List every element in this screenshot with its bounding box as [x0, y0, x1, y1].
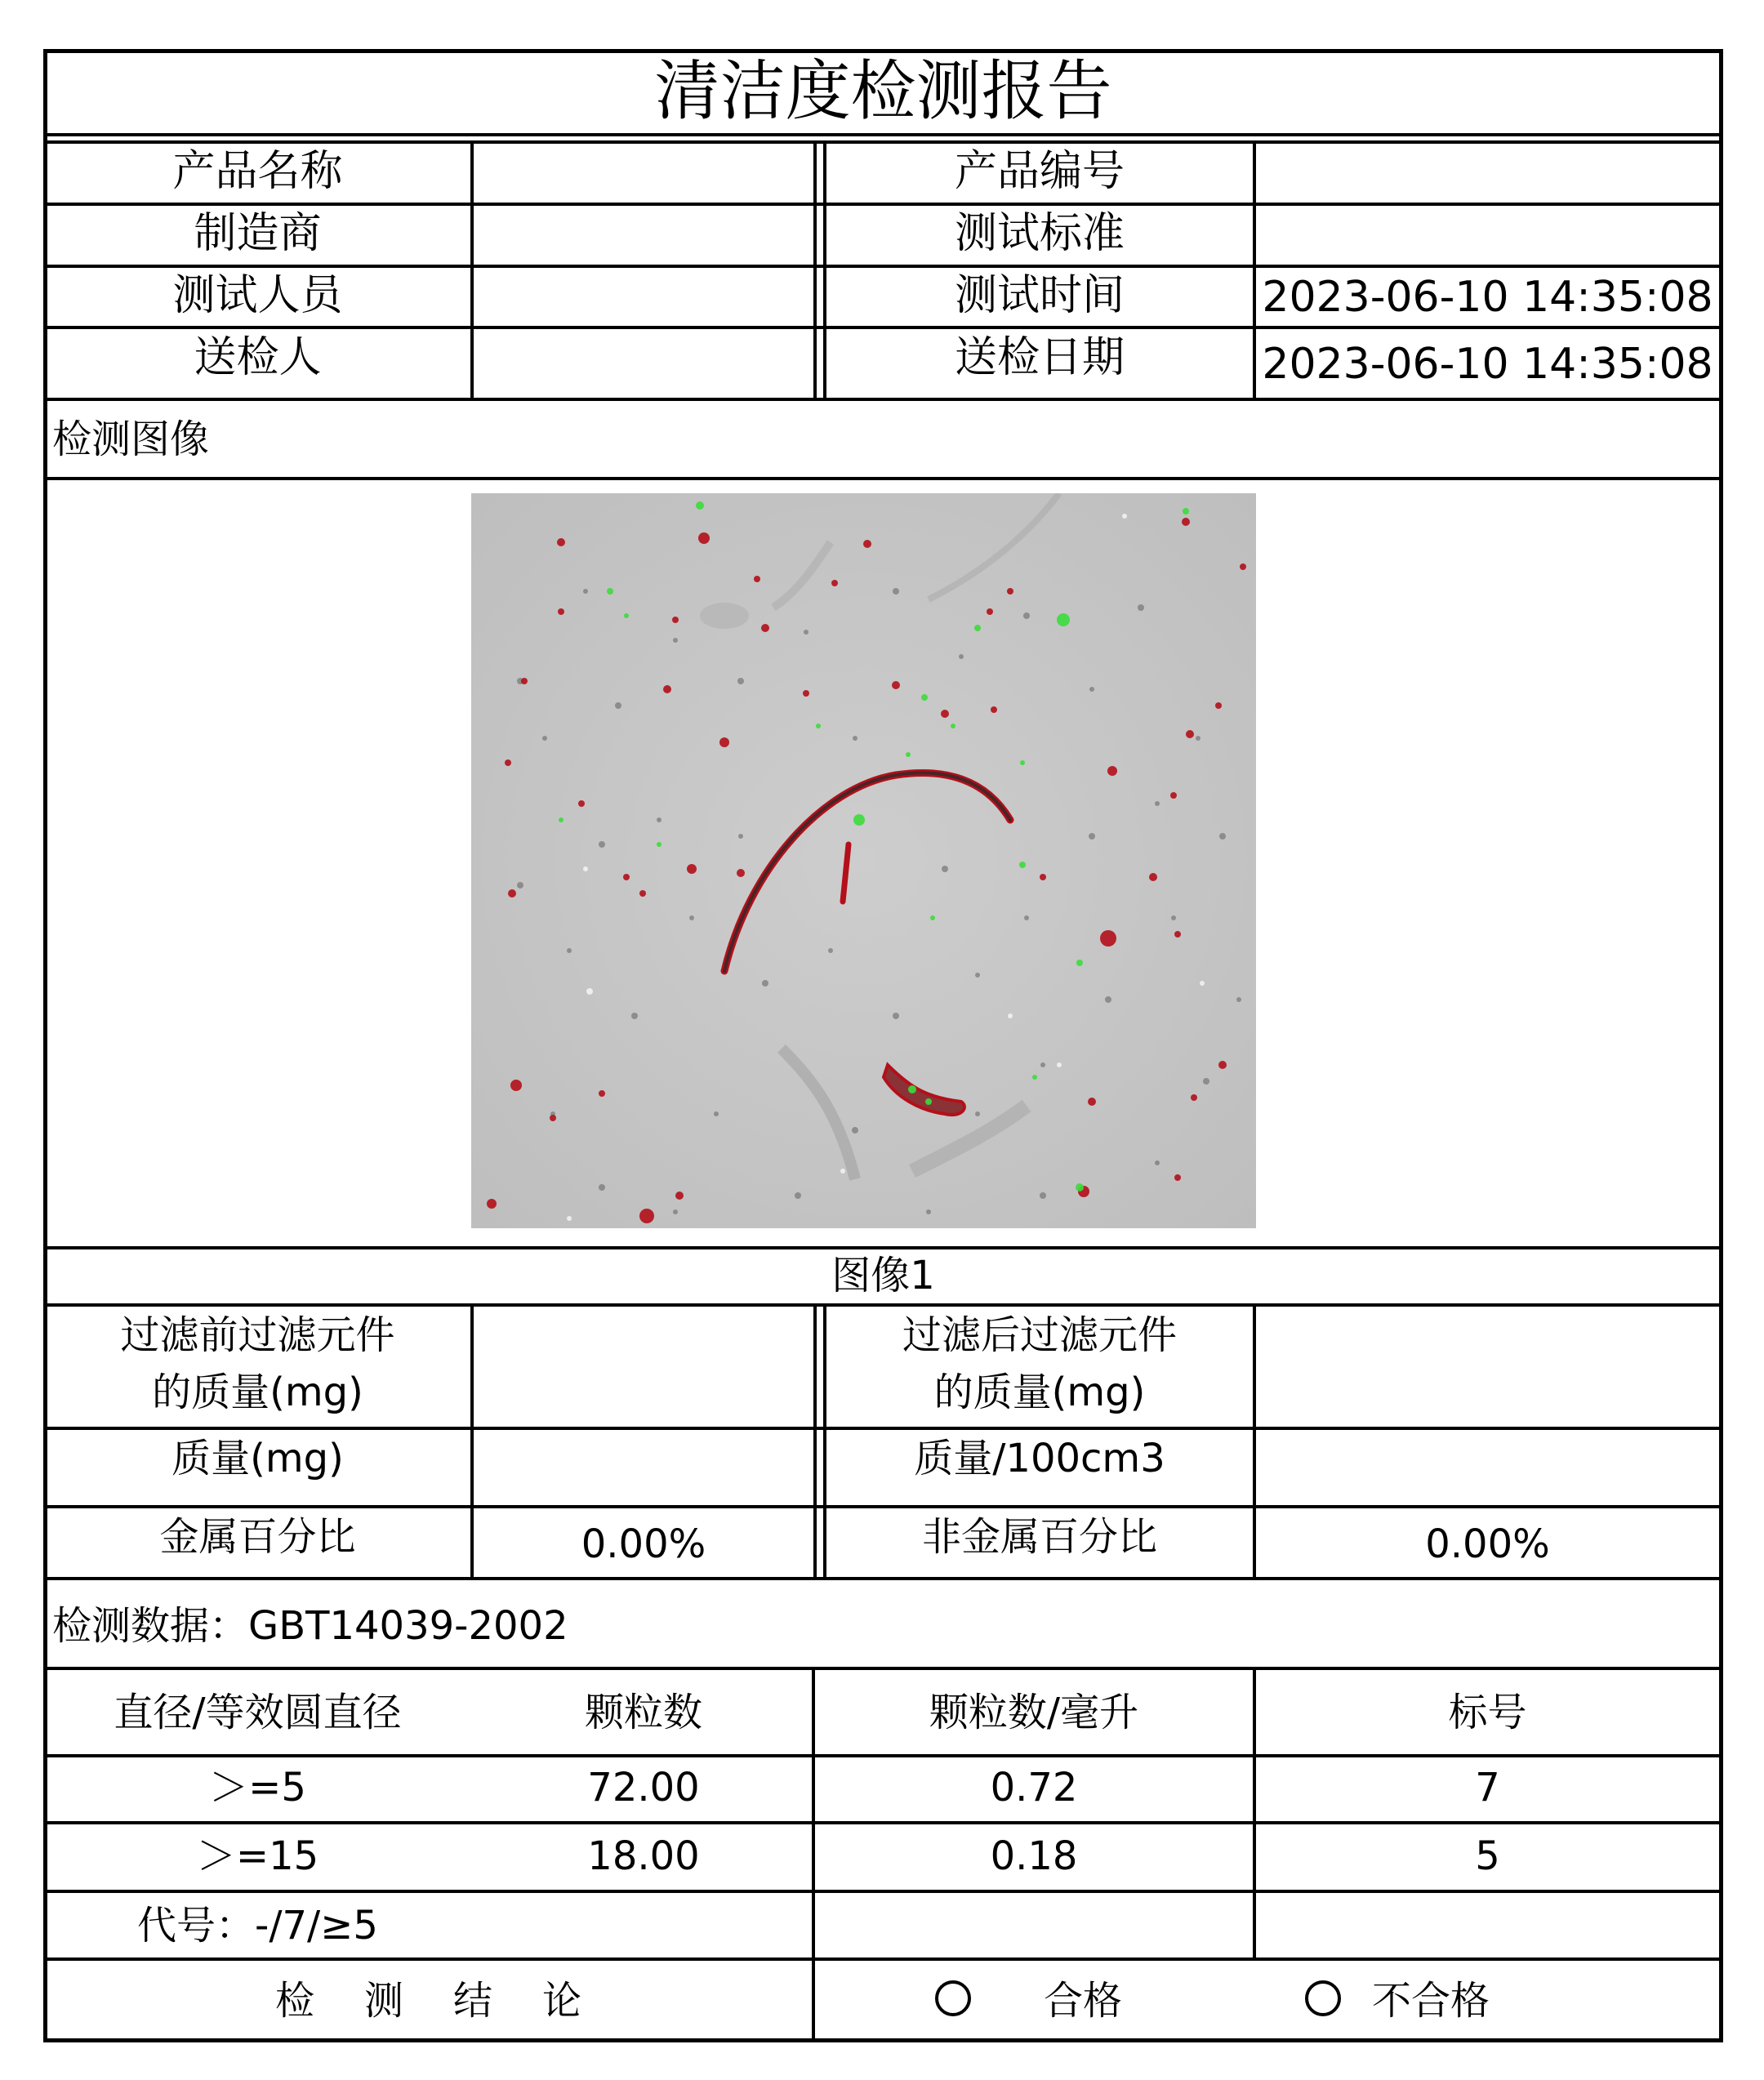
tester-label: 测试人员 — [172, 271, 343, 320]
data-row-line-2 — [43, 1821, 1723, 1824]
row1-code: 7 — [1475, 1765, 1500, 1811]
mass-per-label: 质量/100cm3 — [914, 1436, 1165, 1481]
test-standard-label: 测试标准 — [954, 209, 1125, 258]
image-caption: 图像1 — [831, 1253, 935, 1298]
fail-radio[interactable] — [1305, 1980, 1341, 2016]
info-row-line-3 — [43, 326, 1723, 329]
nonmetal-percent-label: 非金属百分比 — [921, 1514, 1157, 1560]
info-row-line-4 — [43, 398, 1723, 401]
data-row-line-4 — [43, 1958, 1723, 1961]
report-title: 清洁度检测报告 — [654, 53, 1112, 129]
send-date-label: 送检日期 — [954, 333, 1125, 382]
frame-right — [1719, 49, 1723, 2042]
title-divider-2 — [43, 140, 1723, 144]
pass-radio[interactable] — [935, 1980, 971, 2016]
info-row-line-2 — [43, 265, 1723, 268]
row2-code: 5 — [1475, 1833, 1500, 1879]
image-section-header: 检测图像 — [52, 416, 210, 462]
column-header-size: 直径/等效圆直径 — [114, 1690, 402, 1735]
column-header-code: 标号 — [1448, 1690, 1527, 1735]
mass-before-label-line1: 过滤前过滤元件 — [120, 1312, 395, 1358]
metal-percent-value: 0.00% — [581, 1521, 706, 1567]
row1-count: 72.00 — [587, 1765, 700, 1811]
send-date-value: 2023-06-10 14:35:08 — [1262, 340, 1713, 389]
pass-label: 合格 — [1044, 1978, 1123, 2024]
row2-size: ＞=15 — [196, 1833, 319, 1879]
row2-count: 18.00 — [587, 1833, 700, 1879]
mass-before-label-line2: 的质量(mg) — [152, 1370, 363, 1415]
data-header-line — [43, 1667, 1723, 1670]
product-name-label: 产品名称 — [172, 147, 343, 196]
mass-after-label-line2: 的质量(mg) — [933, 1370, 1146, 1415]
title-divider-1 — [43, 133, 1723, 136]
row1-per-ml: 0.72 — [990, 1765, 1078, 1811]
frame-bottom — [43, 2038, 1723, 2042]
mass-row-line-2 — [43, 1505, 1723, 1508]
image-background — [471, 493, 1256, 1228]
mass-after-label-line1: 过滤后过滤元件 — [902, 1312, 1177, 1358]
nonmetal-percent-value: 0.00% — [1425, 1521, 1550, 1567]
test-time-label: 测试时间 — [954, 271, 1125, 320]
image-header-line — [43, 477, 1723, 480]
fail-label: 不合格 — [1372, 1978, 1490, 2024]
image-bottom-line — [43, 1246, 1723, 1249]
info-row-line-1 — [43, 203, 1723, 206]
data-section-header: 检测数据：GBT14039-2002 — [52, 1603, 568, 1649]
detection-image — [471, 493, 1256, 1228]
smudge-blob — [700, 603, 749, 629]
info-col-line-1 — [470, 140, 474, 399]
column-header-count: 颗粒数 — [584, 1690, 702, 1735]
product-no-label: 产品编号 — [954, 147, 1125, 196]
sender-label: 送检人 — [194, 333, 322, 382]
mass-col-line-2a — [813, 1303, 817, 1579]
grade-code-text: 代号：-/7/≥5 — [137, 1903, 378, 1949]
data-row-line-1 — [43, 1754, 1723, 1757]
mass-label: 质量(mg) — [172, 1436, 344, 1481]
mass-row-line-1 — [43, 1427, 1723, 1430]
manufacturer-label: 制造商 — [194, 209, 322, 258]
metal-percent-label: 金属百分比 — [159, 1514, 356, 1560]
conclusion-label: 检 测 结 论 — [274, 1978, 582, 2024]
info-col-line-2a — [813, 140, 817, 399]
test-time-value: 2023-06-10 14:35:08 — [1262, 273, 1713, 322]
data-row-line-3 — [43, 1890, 1723, 1893]
row1-size: ＞=5 — [209, 1765, 306, 1811]
caption-bottom-line — [43, 1303, 1723, 1307]
column-header-per-ml: 颗粒数/毫升 — [929, 1690, 1139, 1735]
mass-row-line-3 — [43, 1577, 1723, 1580]
row2-per-ml: 0.18 — [990, 1833, 1078, 1879]
